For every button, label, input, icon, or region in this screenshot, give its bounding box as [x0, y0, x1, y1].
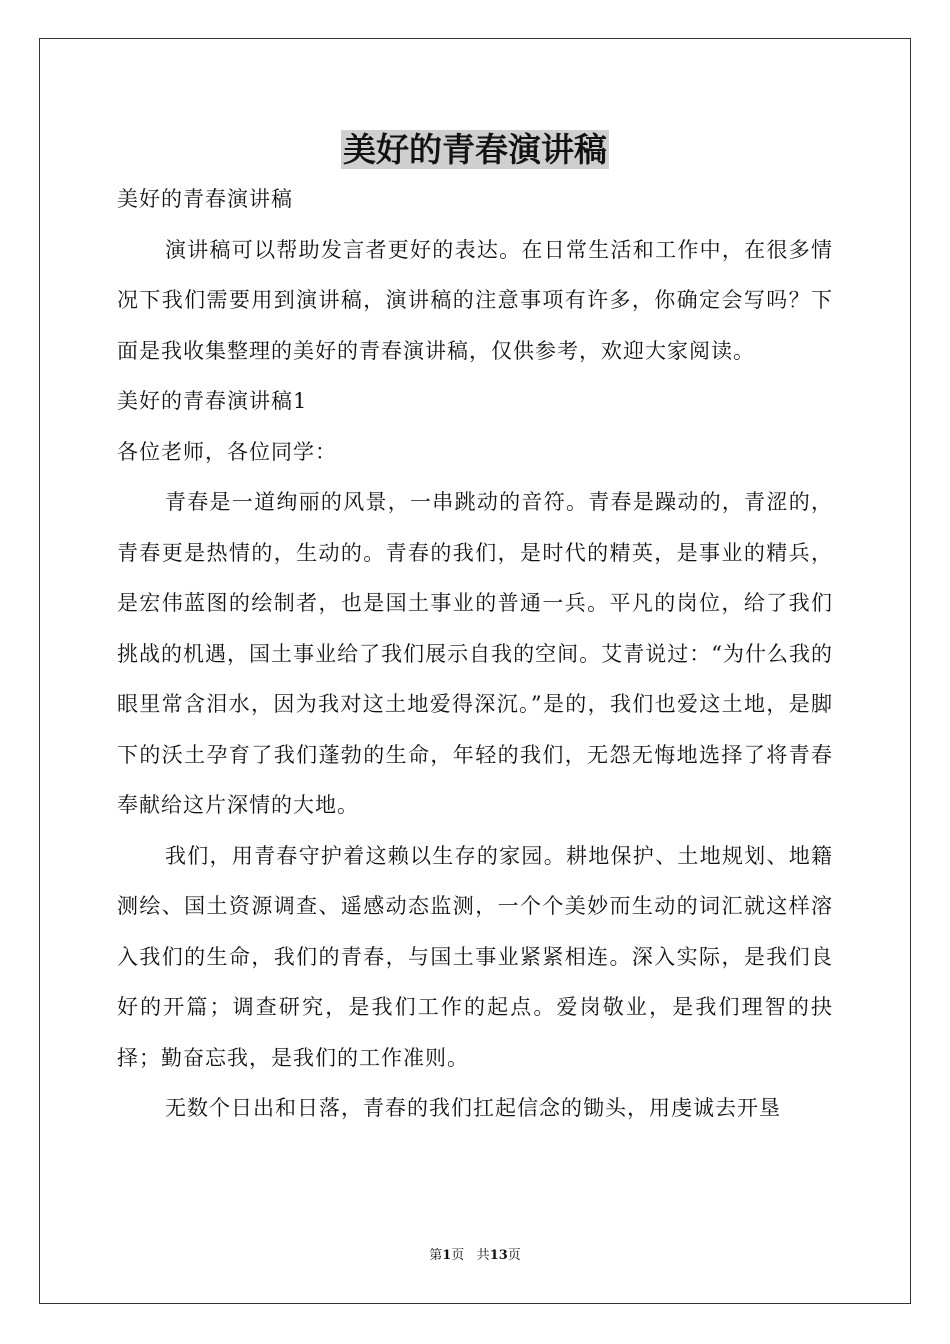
footer-total-prefix: 共 [476, 1248, 490, 1263]
footer-total-suffix: 页 [507, 1248, 521, 1263]
document-body [117, 174, 833, 1134]
body-paragraph-2: 我们，用青春守护着这赖以生存的家园。耕地保护、土地规划、地籍测绘、国土资源调查、遥感动态监测，一个个美妙而生动的词汇就这样溶入我们的生命，我们的青春，与国土事业紧紧相连。深入实际，是我们良好的开篇；调查研究，是我们工作的起点。爱岗敬业，是我们理智的抉择；勤奋忘我，是我们的工作准则。 [117, 843, 833, 1070]
subtitle-paragraph: 美好的青春演讲稿 [117, 187, 293, 211]
footer-total-pages: 13 [489, 1248, 508, 1263]
document-title-text: 美好的青春演讲稿 [343, 130, 607, 169]
body-paragraph-3: 无数个日出和日落，青春的我们扛起信念的锄头，用虔诚去开垦 [165, 1096, 781, 1120]
body-paragraph-1: 青春是一道绚丽的风景，一串跳动的音符。青春是躁动的，青涩的，青春更是热情的，生动的。青春的我们，是时代的精英，是事业的精兵，是宏伟蓝图的绘制者，也是国土事业的普通一兵。平凡的岗位，给了我们挑战的机遇，国土事业给了我们展示自我的空间。艾青说过：“为什么我的眼里常含泪水，因为我对这土地爱得深沉。”是的，我们也爱这土地，是脚下的沃土孕育了我们蓬勃的生命，年轻的我们，无怨无悔地选择了将青春奉献给这片深情的大地。 [117, 490, 833, 817]
document-title [0, 128, 950, 172]
footer-current-page: 1 [442, 1248, 452, 1263]
page-footer [0, 1247, 950, 1265]
footer-page-suffix: 页 [451, 1248, 465, 1263]
intro-paragraph: 演讲稿可以帮助发言者更好的表达。在日常生活和工作中，在很多情况下我们需要用到演讲稿，演讲稿的注意事项有许多，你确定会写吗？下面是我收集整理的美好的青春演讲稿，仅供参考，欢迎大家阅读。 [117, 237, 833, 363]
salutation-paragraph: 各位老师，各位同学： [117, 439, 337, 464]
section-heading: 美好的青春演讲稿1 [117, 389, 308, 413]
footer-prefix: 第 [429, 1248, 443, 1263]
